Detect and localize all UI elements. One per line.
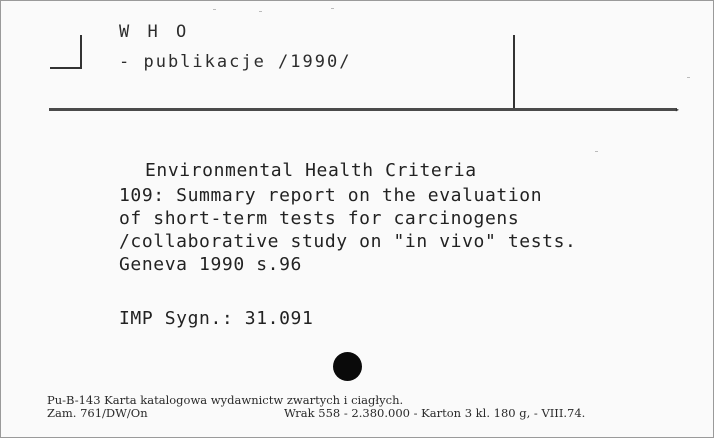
entry-imprint-line: Geneva 1990 s.96 [119,254,302,275]
entry-description-line: 109: Summary report on the evaluation [119,185,543,206]
paper-speck [213,9,216,10]
corner-mark-horizontal [50,67,82,69]
paper-speck [331,8,334,9]
rule-end-mark: ▸ [675,105,680,114]
corner-mark-vertical [80,35,82,68]
horizontal-rule [49,108,677,111]
entry-description-line: /collaborative study on "in vivo" tests. [119,231,577,252]
paper-speck [687,77,690,78]
punch-hole [333,352,362,381]
organization-heading: W H O [119,22,191,42]
print-run-info: Wrak 558 - 2.380.000 - Karton 3 kl. 180 g, - VIII.74. [284,406,586,420]
order-number: Zam. 761/DW/On [47,406,148,420]
series-heading: - publikacje /1990/ [119,52,352,72]
paper-speck [259,11,262,12]
paper-speck [595,151,598,152]
card-imprint-line: Pu-B-143 Karta katalogowa wydawnictw zwartych i ciagłych. [47,393,404,407]
shelfmark: IMP Sygn.: 31.091 [119,308,314,329]
entry-title-line: Environmental Health Criteria [145,160,477,181]
entry-description-line: of short-term tests for carcinogens [119,208,520,229]
vertical-rule [513,35,515,109]
